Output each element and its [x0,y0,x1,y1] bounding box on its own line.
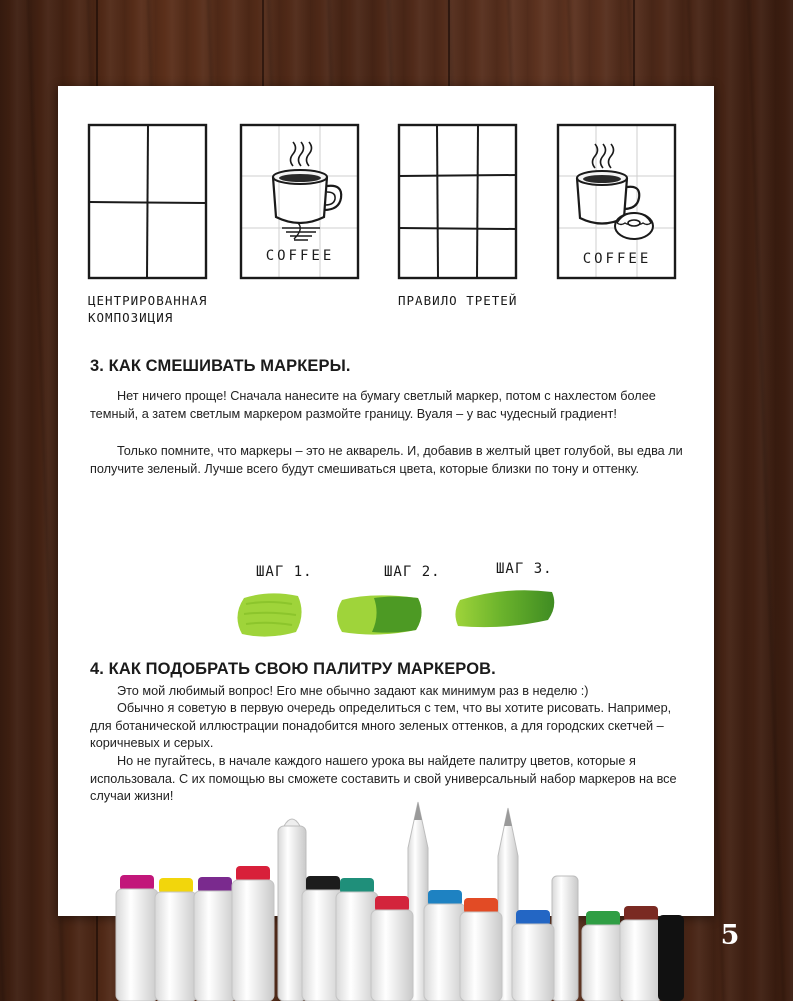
section-3-paragraph: Нет ничего проще! Сначала нанесите на бумагу светлый маркер, потом с нахлестом более темный, а затем светлым маркером размойте границу. Вуаля – у вас чудесный градиент! [90,389,656,421]
coffee-label: COFFEE [265,248,335,264]
step-2-label: ШАГ 2. [384,564,441,580]
section-3-title: 3. КАК СМЕШИВАТЬ МАРКЕРЫ. [90,357,351,375]
caption-line: ЦЕНТРИРОВАННАЯ [88,293,208,308]
section-4-title: 4. КАК ПОДОБРАТЬ СВОЮ ПАЛИТРУ МАРКЕРОВ. [90,660,496,678]
marker-green [582,911,624,1001]
swatch-step-3 [452,586,558,638]
marker-brown [620,906,662,1001]
marker-yellow [155,878,197,1001]
sketch-grid-quarters [86,122,210,282]
section-4-paragraph: Обычно я советую в первую очередь определиться с тем, что вы хотите рисовать. Например, для ботанической иллюстрации понадобится много зеленых оттенков, а для городских скетчей – коричневых и серых. [90,701,672,750]
page-number: 5 [720,920,740,951]
coffee-label: COFFEE [582,251,652,267]
section-4-paragraph: Это мой любимый вопрос! Его мне обычно задают как минимум раз в неделю :) [117,684,589,698]
marker-royal-blue [512,910,554,1001]
marker-magenta [116,875,158,1001]
marker-black-cap [658,915,684,1001]
white-pen [552,876,578,1001]
caption-rule-of-thirds: ПРАВИЛО ТРЕТЕЙ [398,293,518,308]
markers-and-pencils [0,800,793,1001]
sketch-centered-coffee [238,122,362,282]
section-4-paragraph: Но не пугайтесь, в начале каждого нашего урока вы найдете палитру цветов, которые я использовала. С их помощью вы сможете составить и свой универсальный набор маркеров на все случаи жизни! [90,754,677,803]
step-1-label: ШАГ 1. [256,564,313,580]
caption-centered-composition [88,292,207,326]
caption-line: КОМПОЗИЦИЯ [88,310,174,325]
section-3-paragraph: Только помните, что маркеры – это не акварель. И, добавив в желтый цвет голубой, вы едва ли получите зеленый. Лучше всего будут смешиваться цвета, которые близки по тону и оттенку. [90,444,683,476]
marker-orange [460,898,502,1001]
swatch-step-1 [236,588,306,640]
marker-crimson [371,896,413,1001]
step-3-label: ШАГ 3. [496,561,553,577]
marker-red [232,866,274,1001]
swatch-step-2 [334,590,426,640]
marker-purple [194,877,236,1001]
sketch-grid-thirds [396,122,520,282]
sketch-thirds-coffee [555,122,679,282]
book-page [58,86,714,916]
